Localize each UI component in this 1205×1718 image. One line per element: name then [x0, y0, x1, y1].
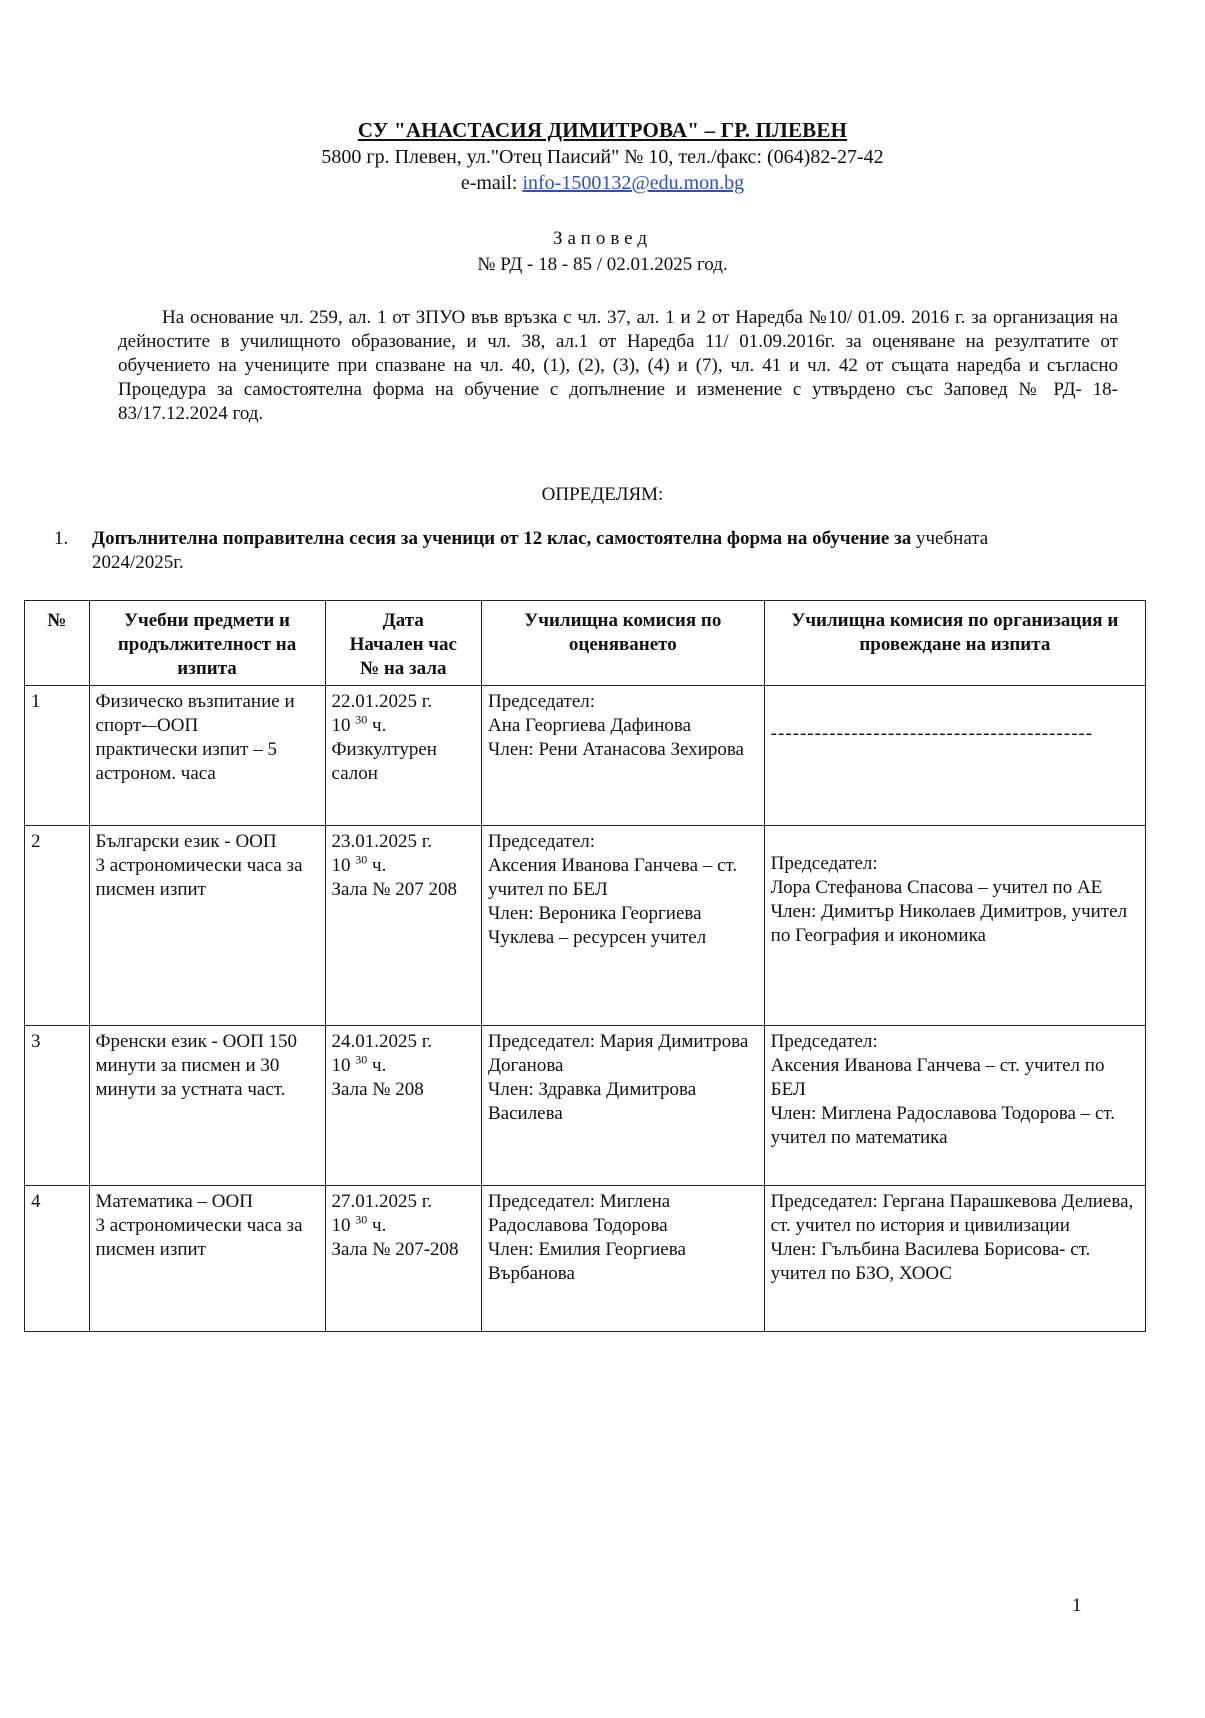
- organization-committee-cell: [764, 686, 1145, 826]
- email-label: e-mail:: [460, 172, 523, 194]
- list-item-bold-text: Допълнителна поправителна сесия за ученици от 12 клас, самостоятелна форма на обучение за: [92, 528, 912, 549]
- list-item-regular-text: учебната 2024/2025г.: [92, 528, 989, 573]
- start-hour: 10: [331, 1055, 351, 1076]
- exam-date: 24.01.2025 г.: [331, 1031, 433, 1052]
- list-item-text: [92, 527, 1052, 575]
- exam-date: 23.01.2025 г.: [331, 831, 433, 852]
- row-number-cell: [25, 1186, 90, 1332]
- evaluation-committee-line: Председател: Миглена Радославова Тодорова: [487, 1191, 671, 1236]
- subject-cell: [89, 686, 325, 826]
- determine-heading: ОПРЕДЕЛЯМ:: [541, 484, 664, 505]
- row-number-cell: [25, 686, 90, 826]
- table-header-row: [25, 601, 1146, 686]
- school-name: СУ "АНАСТАСИЯ ДИМИТРОВА" – ГР. ПЛЕВЕН: [357, 118, 848, 142]
- table-body: [25, 686, 1146, 1332]
- organization-committee-line: Аксения Иванова Ганчева – ст. учител по БЕЛ: [770, 1055, 1105, 1100]
- order-title: Заповед: [552, 228, 653, 249]
- subject-cell: [89, 1026, 325, 1186]
- subject-text: Френски език - ООП 150 минути за писмен и 30 минути за устната част.: [95, 1031, 298, 1100]
- table-row: [25, 1026, 1146, 1186]
- evaluation-committee-cell: [481, 1186, 764, 1332]
- row-number: 1: [31, 691, 41, 712]
- legal-basis-paragraph: На основание чл. 259, ал. 1 от ЗПУО във връзка с чл. 37, ал. 1 и 2 от Наредба №10/ 01.09. 2016 г. за организация на дейностите в училищното образование, и чл. 38, ал.1 от Наредба 11/ 01.09.2016г. за оценяване на резултатите от обучението на учениците при спазване на чл. 40, (1), (2), (3), (4) и (7), чл. 41 и чл. 42 от същата наредба и съгласно Процедура за самостоятелна форма на обучение с допълнение и изменение с утвърдено със Заповед № РД- 18-83/17.12.2024 год.: [118, 307, 1118, 424]
- table-row: [25, 1186, 1146, 1332]
- list-item-number: 1.: [54, 528, 69, 549]
- header-number: №: [25, 601, 90, 686]
- start-hour: 10: [331, 715, 351, 736]
- evaluation-committee-line: Аксения Иванова Ганчева – ст. учител по БЕЛ: [487, 855, 738, 900]
- organization-committee-line: Член: Гълъбина Василева Борисова- ст. учител по БЗО, ХООС: [770, 1239, 1091, 1284]
- no-committee-dashes: --------------------------------------------: [770, 723, 1094, 744]
- evaluation-committee-cell: [481, 686, 764, 826]
- exam-date: 27.01.2025 г.: [331, 1191, 433, 1212]
- evaluation-committee-line: Председател:: [487, 831, 596, 852]
- table-row: [25, 826, 1146, 1026]
- date-cell: [325, 1186, 481, 1332]
- organization-committee-cell: [764, 1026, 1145, 1186]
- organization-committee-line: Член: Димитър Николаев Димитров, учител по География и икономика: [770, 901, 1128, 946]
- start-hour: 10: [331, 855, 351, 876]
- hour-suffix: ч.: [367, 1215, 387, 1236]
- evaluation-committee-cell: [481, 826, 764, 1026]
- evaluation-committee-line: Председател:: [487, 691, 596, 712]
- organization-committee-line: Председател:: [770, 853, 878, 874]
- evaluation-committee-line: Ана Георгиева Дафинова: [487, 715, 692, 736]
- header-room-line: № на зала: [360, 658, 447, 679]
- email-link[interactable]: info-1500132@edu.mon.bg: [522, 172, 745, 194]
- subject-text: 3 астрономически часа за писмен изпит: [95, 1215, 303, 1260]
- start-minutes: 30: [355, 1052, 368, 1067]
- school-address: 5800 гр. Плевен, ул."Отец Паисий" № 10, тел./факс: (064)82-27-42: [321, 146, 884, 168]
- evaluation-committee-line: Председател: Мария Димитрова Доганова: [487, 1031, 749, 1076]
- organization-committee-cell: [764, 826, 1145, 1026]
- row-number: 4: [31, 1191, 41, 1212]
- organization-committee-line: Член: Миглена Радославова Тодорова – ст. учител по математика: [770, 1103, 1116, 1148]
- organization-committee-line: Лора Стефанова Спасова – учител по АЕ: [770, 877, 1103, 898]
- evaluation-committee-cell: [481, 1026, 764, 1186]
- school-email-line: [0, 172, 1205, 195]
- evaluation-committee-line: Член: Вероника Георгиева Чуклева – ресурсен учител: [487, 903, 707, 948]
- organization-committee-line: Председател: Гергана Парашкевова Делиева, ст. учител по история и цивилизации: [770, 1191, 1134, 1236]
- header-start-hour-line: Начален час: [349, 634, 457, 655]
- exam-start-time: [332, 714, 475, 738]
- exam-room: Зала № 208: [331, 1079, 424, 1100]
- order-number: № РД - 18 - 85 / 02.01.2025 год.: [477, 254, 728, 275]
- exam-room: Зала № 207 208: [331, 879, 457, 900]
- exam-room: Физкултурен салон: [331, 739, 437, 784]
- evaluation-committee-line: Член: Рени Атанасова Зехирова: [487, 739, 744, 760]
- subject-text: Български език - ООП: [95, 831, 277, 852]
- date-cell: [325, 1026, 481, 1186]
- table-row: [25, 686, 1146, 826]
- row-number-cell: [25, 826, 90, 1026]
- exam-start-time: [332, 1054, 475, 1078]
- subject-cell: [89, 826, 325, 1026]
- exam-date: 22.01.2025 г.: [331, 691, 433, 712]
- subject-text: Математика – ООП: [95, 1191, 253, 1212]
- evaluation-committee-line: Член: Здравка Димитрова Василева: [487, 1079, 697, 1124]
- start-hour: 10: [331, 1215, 351, 1236]
- start-minutes: 30: [355, 852, 368, 867]
- hour-suffix: ч.: [367, 715, 387, 736]
- hour-suffix: ч.: [367, 1055, 387, 1076]
- evaluation-committee-line: Член: Емилия Георгиева Върбанова: [487, 1239, 686, 1284]
- header-organization-committee: Училищна комисия по организация и провеждане на изпита: [764, 601, 1145, 686]
- subject-text: Физическо възпитание и спорт-–ООП: [95, 691, 295, 736]
- header-date-line: Дата: [382, 610, 424, 631]
- organization-committee-cell: [764, 1186, 1145, 1332]
- header-date: [325, 601, 481, 686]
- start-minutes: 30: [355, 712, 368, 727]
- hour-suffix: ч.: [367, 855, 387, 876]
- exam-room: Зала № 207-208: [331, 1239, 459, 1260]
- row-number-cell: [25, 1026, 90, 1186]
- header-subject: Учебни предмети и продължителност на изпита: [89, 601, 325, 686]
- subject-text: 3 астрономически часа за писмен изпит: [95, 855, 303, 900]
- page-number: 1: [1072, 1595, 1082, 1616]
- subject-cell: [89, 1186, 325, 1332]
- date-cell: [325, 686, 481, 826]
- date-cell: [325, 826, 481, 1026]
- exam-schedule-table: [24, 600, 1146, 1332]
- row-number: 2: [31, 831, 41, 852]
- start-minutes: 30: [355, 1212, 368, 1227]
- header-evaluation-committee: Училищна комисия по оценяването: [481, 601, 764, 686]
- exam-start-time: [332, 1214, 475, 1238]
- row-number: 3: [31, 1031, 41, 1052]
- subject-text: практически изпит – 5 астроном. часа: [95, 739, 277, 784]
- organization-committee-line: Председател:: [770, 1031, 878, 1052]
- exam-start-time: [332, 854, 475, 878]
